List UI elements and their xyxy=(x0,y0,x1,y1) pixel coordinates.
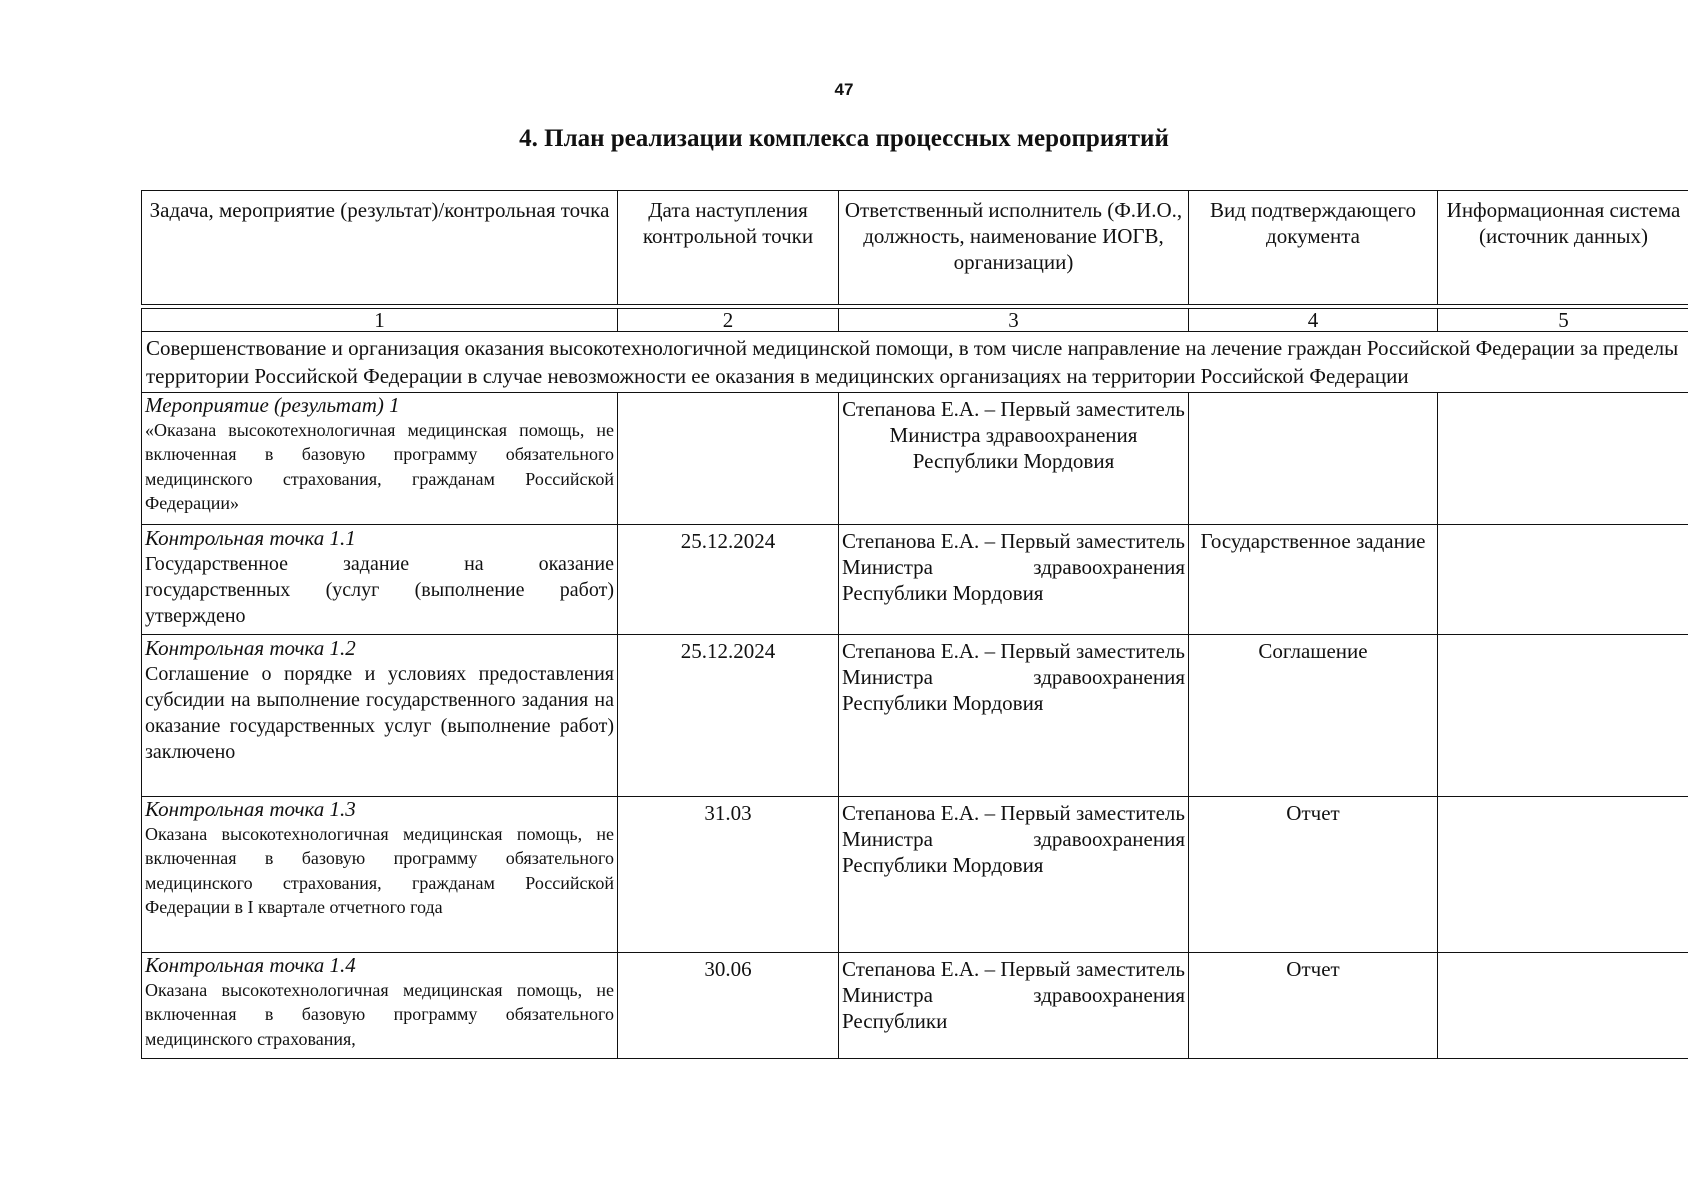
table-row xyxy=(142,797,1688,953)
table-row xyxy=(142,953,1688,1059)
document-cell: Соглашение xyxy=(1189,635,1438,797)
header-table xyxy=(141,190,1688,305)
system-cell xyxy=(1438,525,1688,635)
item-title: Мероприятие (результат) 1 xyxy=(145,393,400,417)
date-cell: 25.12.2024 xyxy=(618,525,839,635)
task-cell xyxy=(142,635,618,797)
table-row xyxy=(142,393,1688,525)
item-title: Контрольная точка 1.1 xyxy=(145,526,356,550)
column-number-row xyxy=(142,309,1688,332)
table-row xyxy=(142,525,1688,635)
document-cell: Отчет xyxy=(1189,953,1438,1059)
task-cell xyxy=(142,953,618,1059)
responsible-cell: Степанова Е.А. – Первый заместитель Министра здравоохранения Республики xyxy=(839,953,1189,1059)
item-title: Контрольная точка 1.4 xyxy=(145,953,356,977)
table-row xyxy=(142,635,1688,797)
item-description: Соглашение о порядке и условиях предоставления субсидии на выполнение государственного задания на оказание государственных услуг (выполнение работ) заключено xyxy=(145,663,614,763)
task-cell xyxy=(142,797,618,953)
responsible-cell: Степанова Е.А. – Первый заместитель Министра здравоохранения Республики Мордовия xyxy=(839,393,1189,525)
task-cell xyxy=(142,393,618,525)
column-number: 3 xyxy=(839,309,1189,332)
document-cell xyxy=(1189,393,1438,525)
responsible-cell: Степанова Е.А. – Первый заместитель Министра здравоохранения Республики Мордовия xyxy=(839,525,1189,635)
header-row xyxy=(142,191,1688,305)
item-description: Государственное задание на оказание государственных (услуг (выполнение работ) утверждено xyxy=(145,553,614,627)
date-cell: 30.06 xyxy=(618,953,839,1059)
item-description: Оказана высокотехнологичная медицинская помощь, не включенная в базовую программу обязательного медицинского страхования, гражданам Российской Федерации в I квартале отчетного года xyxy=(145,823,614,917)
item-description: «Оказана высокотехнологичная медицинская помощь, не включенная в базовую программу обязательного медицинского страхования, гражданам Российской Федерации» xyxy=(145,419,614,513)
column-number: 5 xyxy=(1438,309,1688,332)
document-cell: Отчет xyxy=(1189,797,1438,953)
system-cell xyxy=(1438,797,1688,953)
header-task: Задача, мероприятие (результат)/контрольная точка xyxy=(142,191,618,305)
document-title: 4. План реализации комплекса процессных мероприятий xyxy=(519,125,1169,152)
system-cell xyxy=(1438,393,1688,525)
column-number: 2 xyxy=(618,309,839,332)
responsible-cell: Степанова Е.А. – Первый заместитель Министра здравоохранения Республики Мордовия xyxy=(839,797,1189,953)
plan-table xyxy=(141,308,1688,1059)
section-title: Совершенствование и организация оказания высокотехнологичной медицинской помощи, в том числе направление на лечение граждан Российской Федерации за пределы территории Российской Федерации в случае невозможности ее оказания в медицинских организациях на территории Российской Федерации xyxy=(142,332,1688,393)
system-cell xyxy=(1438,953,1688,1059)
item-title: Контрольная точка 1.3 xyxy=(145,797,356,821)
header-date: Дата наступления контрольной точки xyxy=(618,191,839,305)
item-title: Контрольная точка 1.2 xyxy=(145,636,356,660)
item-description: Оказана высокотехнологичная медицинская помощь, не включенная в базовую программу обязательного медицинского страхования, xyxy=(145,979,614,1049)
header-system: Информационная система (источник данных) xyxy=(1438,191,1688,305)
header-responsible: Ответственный исполнитель (Ф.И.О., должность, наименование ИОГВ, организации) xyxy=(839,191,1189,305)
document-cell: Государственное задание xyxy=(1189,525,1438,635)
section-row xyxy=(142,332,1688,393)
task-cell xyxy=(142,525,618,635)
date-cell: 31.03 xyxy=(618,797,839,953)
column-number: 4 xyxy=(1189,309,1438,332)
column-number: 1 xyxy=(142,309,618,332)
date-cell xyxy=(618,393,839,525)
system-cell xyxy=(1438,635,1688,797)
date-cell: 25.12.2024 xyxy=(618,635,839,797)
header-document: Вид подтверждающего документа xyxy=(1189,191,1438,305)
responsible-cell: Степанова Е.А. – Первый заместитель Министра здравоохранения Республики Мордовия xyxy=(839,635,1189,797)
page-number: 47 xyxy=(834,80,854,99)
